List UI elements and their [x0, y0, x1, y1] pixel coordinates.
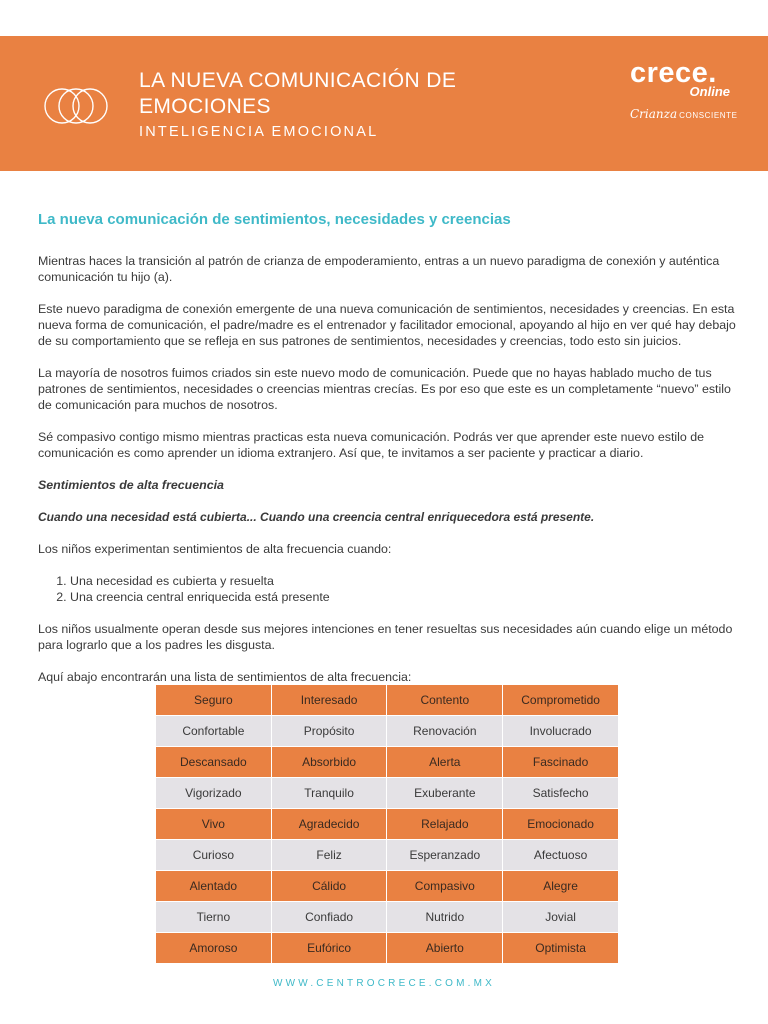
interlocking-rings-icon	[38, 86, 118, 126]
table-cell: Alentado	[156, 871, 272, 902]
table-cell: Agradecido	[271, 809, 387, 840]
page-subtitle: INTELIGENCIA EMOCIONAL	[139, 124, 379, 140]
table-row	[156, 840, 619, 871]
table-cell: Compasivo	[387, 871, 503, 902]
table-cell: Fascinado	[503, 747, 619, 778]
table-cell: Nutrido	[387, 902, 503, 933]
brand-sub-caps: CONSCIENTE	[679, 111, 738, 120]
paragraph-7: Aquí abajo encontrarán una lista de sentimientos de alta frecuencia:	[38, 670, 412, 684]
table-row	[156, 778, 619, 809]
table-cell: Esperanzado	[387, 840, 503, 871]
conditions-list	[38, 573, 738, 605]
table-cell: Confiado	[271, 902, 387, 933]
paragraph-2: Este nuevo paradigma de conexión emergente de una nueva comunicación de sentimientos, necesidades y creencias. En esta nueva forma de comunicación, el padre/madre es el entrenador y facilitador emocional, apoyando al hijo en ver qué hay debajo de su comportamiento que se refleja en sus patrones de sentimientos, necesidades y creencias, todo esto sin juicios.	[38, 302, 736, 348]
table-row	[156, 871, 619, 902]
section-heading: La nueva comunicación de sentimientos, necesidades y creencias	[38, 211, 511, 228]
table-cell: Interesado	[271, 685, 387, 716]
table-row	[156, 809, 619, 840]
footer-url[interactable]: WWW.CENTROCRECE.COM.MX	[272, 978, 496, 989]
table-row	[156, 685, 619, 716]
title-block	[139, 68, 579, 140]
table-row	[156, 902, 619, 933]
brand-sub-script: Crianza	[630, 107, 678, 121]
table-cell: Seguro	[156, 685, 272, 716]
page-title: LA NUEVA COMUNICACIÓN DE EMOCIONES	[139, 69, 457, 118]
paragraph-4: Sé compasivo contigo mismo mientras practicas esta nueva comunicación. Podrás ver que aprender este nuevo estilo de comunicación es como aprender un idioma extranjero. Así que, te invitamos a ser paciente y practicar a diario.	[38, 430, 705, 460]
table-row	[156, 747, 619, 778]
table-cell: Curioso	[156, 840, 272, 871]
table-cell: Optimista	[503, 933, 619, 964]
table-cell: Satisfecho	[503, 778, 619, 809]
table-cell: Jovial	[503, 902, 619, 933]
table-cell: Contento	[387, 685, 503, 716]
brand-name: crece.	[630, 57, 717, 89]
main-content	[38, 210, 738, 701]
table-cell: Abierto	[387, 933, 503, 964]
table-cell: Vivo	[156, 809, 272, 840]
list-item: 1. Una necesidad es cubierta y resuelta	[70, 573, 738, 589]
table-cell: Renovación	[387, 716, 503, 747]
table-cell: Absorbido	[271, 747, 387, 778]
paragraph-3: La mayoría de nosotros fuimos criados sin este nuevo modo de comunicación. Puede que no hayas hablado mucho de tus patrones de sentimientos, necesidades o creencias mientras crecías. Es por eso que este es un completamente “nuevo” estilo de comunicación para muchos de nosotros.	[38, 366, 731, 412]
table-cell: Afectuoso	[503, 840, 619, 871]
table-row	[156, 716, 619, 747]
brand-sub	[630, 107, 750, 121]
list-item: 2. Una creencia central enriquecida está presente	[70, 589, 738, 605]
table-cell: Vigorizado	[156, 778, 272, 809]
paragraph-5: Los niños experimentan sentimientos de alta frecuencia cuando:	[38, 542, 392, 556]
table-cell: Feliz	[271, 840, 387, 871]
table-cell: Eufórico	[271, 933, 387, 964]
table-cell: Comprometido	[503, 685, 619, 716]
page-header	[0, 36, 768, 171]
table-cell: Confortable	[156, 716, 272, 747]
table-cell: Relajado	[387, 809, 503, 840]
high-frequency-title: Sentimientos de alta frecuencia	[38, 478, 224, 492]
table-cell: Exuberante	[387, 778, 503, 809]
table-cell: Tranquilo	[271, 778, 387, 809]
brand-logo	[630, 58, 750, 121]
table-cell: Descansado	[156, 747, 272, 778]
table-cell: Involucrado	[503, 716, 619, 747]
table-cell: Propósito	[271, 716, 387, 747]
feelings-table	[155, 684, 619, 964]
high-frequency-subtitle: Cuando una necesidad está cubierta... Cuando una creencia central enriquecedora está presente.	[38, 510, 595, 524]
table-row	[156, 933, 619, 964]
table-cell: Tierno	[156, 902, 272, 933]
brand-tag: Online	[689, 84, 730, 99]
table-cell: Alerta	[387, 747, 503, 778]
paragraph-6: Los niños usualmente operan desde sus mejores intenciones en tener resueltas sus necesidades aún cuando elige un método para lograrlo que a los padres les disgusta.	[38, 622, 733, 652]
table-cell: Emocionado	[503, 809, 619, 840]
table-cell: Amoroso	[156, 933, 272, 964]
table-cell: Alegre	[503, 871, 619, 902]
table-cell: Cálido	[271, 871, 387, 902]
paragraph-1: Mientras haces la transición al patrón de crianza de empoderamiento, entras a un nuevo paradigma de conexión y auténtica comunicación tu hijo (a).	[38, 254, 720, 284]
